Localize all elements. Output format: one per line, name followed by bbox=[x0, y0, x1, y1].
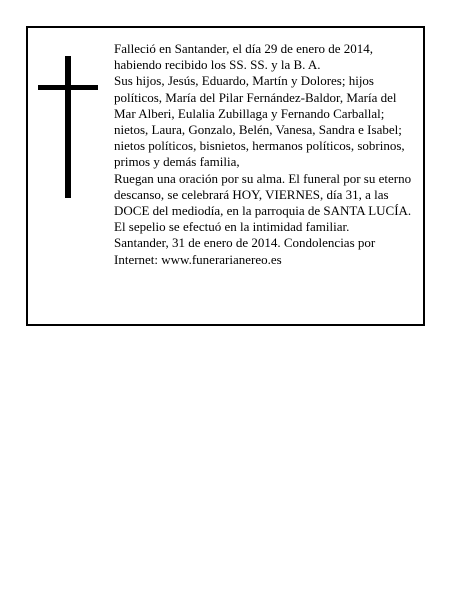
date-and-condolences: Santander, 31 de enero de 2014. Condolencias por Internet: www.funerarianereo.es bbox=[114, 235, 376, 267]
family-list: Sus hijos, Jesús, Eduardo, Martín y Dolores; hijos políticos, María del Pilar Fernández-Baldor, María del Mar Alberi, Eulalia Zubillaga y Fernando Carballal; nietos, Laura, Gonzalo, Belén, Vanesa, Sandra e Isabel; nietos políticos, bisnietos, hermanos políticos, sobrinos, primos y demás familia, bbox=[114, 73, 405, 170]
obituary-notice bbox=[26, 26, 425, 326]
cross-horizontal-bar bbox=[38, 85, 98, 90]
death-announcement: Falleció en Santander, el día 29 de enero de 2014, habiendo recibido los SS. SS. y la B. A. bbox=[114, 41, 374, 73]
cross-icon bbox=[38, 56, 98, 198]
funeral-details: Ruegan una oración por su alma. El funeral por su eterno descanso, se celebrará HOY, VIERNES, día 31, a las DOCE del mediodía, en la parroquia de SANTA LUCÍA. El sepelio se efectuó en la intimidad familiar. bbox=[114, 170, 412, 235]
cross-vertical-bar bbox=[65, 56, 71, 198]
obituary-text bbox=[114, 41, 420, 268]
